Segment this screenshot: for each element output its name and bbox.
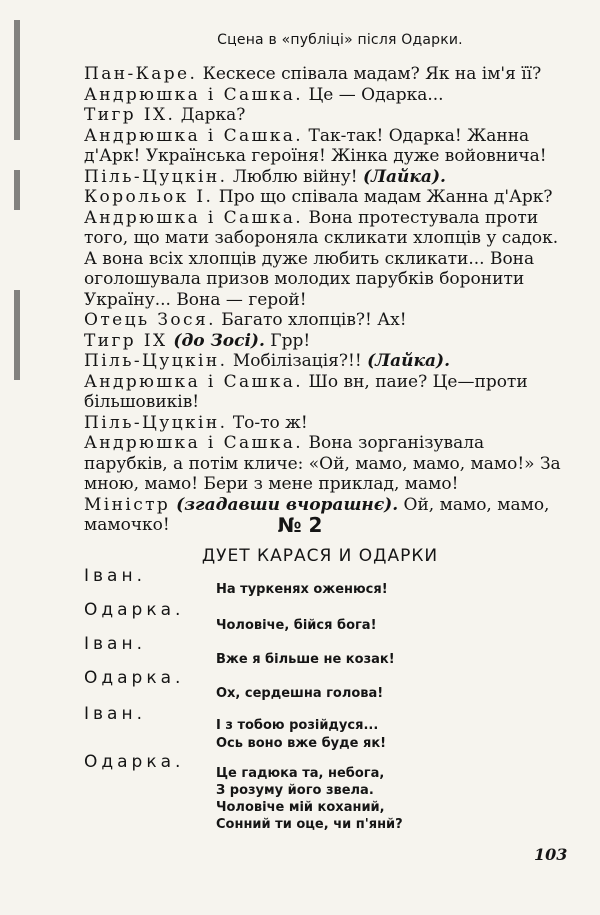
scan-artifact [14,290,20,380]
stage-direction: (Лайка). [362,166,446,187]
speaker-name: Андрюшка і Сашка. [84,371,304,392]
dialogue-line [84,187,562,208]
dialogue-line [84,351,562,372]
running-head: Сцена в «публіці» після Одарки. [217,32,463,48]
section-number: № 2 [277,513,323,537]
speaker-name: Пан-Каре. [84,64,198,84]
speech-text: То-то ж! [227,412,308,433]
speaker-name: Міністр [84,494,171,515]
speaker-name: Піль-Цуцкін. [84,351,228,371]
speaker-name: Піль-Цуцкін. [84,166,228,187]
speech-text: Багато хлопців?! Ах! [215,310,407,330]
speaker-name: Андрюшка і Сашка. [84,433,304,453]
stage-direction: (Лайка). [367,351,450,371]
duet-speaker: Іван. [84,634,146,654]
speaker-name: Тигр IX [84,330,168,351]
speaker-name: Отець Зося. [84,310,216,330]
speech-text: Люблю війну! [227,166,363,187]
duet-verse-line: З розуму його звела. [216,783,374,798]
duet-verse-line: Чоловіче мій коханий, [216,800,385,815]
duet-verse-line: На туркенях оженюся! [216,582,388,597]
speech-text: Вона зорганізувала парубків, а потім кличе: «Ой, мамо, мамо, мамо!» За мною, мамо! Бери з мене приклад, мамо! [84,433,561,494]
dialogue-line [84,167,562,188]
duet-verse-line: Це гадюка та, небога, [216,766,385,781]
dialogue-block [84,64,562,536]
duet-speaker: Іван. [84,704,146,724]
speaker-name: Андрюшка і Сашка. [84,125,304,146]
duet-verse-line: Ось воно вже буде як! [216,736,387,751]
duet-speaker: Іван. [84,566,146,586]
duet-speaker: Одарка. [84,668,185,688]
speech-text: Вона протестувала проти того, що мати забороняла скликати хлопців у садок. А вона всіх хлопців дуже любить скликати... Вона оголошувала призов молодих парубків боронити Україну... Вона — герой! [84,207,559,310]
stage-direction: (до Зосі). [167,330,265,351]
speaker-name: Андрюшка і Сашка. [84,207,304,228]
dialogue-line [84,413,562,434]
dialogue-line [84,85,562,106]
duet-speaker: Одарка. [84,600,185,620]
duet-speaker: Одарка. [84,752,185,772]
speaker-name: Корольок І. [84,187,214,207]
speech-text: Кескесе співала мадам? Як на ім'я її? [197,64,542,84]
speech-text: Грр! [264,330,311,351]
speech-text: Це — Одарка... [303,84,444,105]
speech-text: Ой, мамо, мамо, мамочко! [84,494,550,535]
speech-text: Так-так! Одарка! Жанна д'Арк! Українська героїня! Жінка дуже войовнича! [84,125,547,166]
scan-artifact [14,170,20,210]
speaker-name: Андрюшка і Сашка. [84,84,304,105]
duet-verse-line: Сонний ти оце, чи п'янй? [216,817,403,832]
dialogue-line [84,64,562,85]
duet-verse-line: Вже я більше не козак! [216,652,395,667]
song-title: ДУЕТ КАРАСЯ И ОДАРКИ [201,546,439,566]
duet-verse-line: Чоловіче, бійся бога! [216,618,377,633]
dialogue-line [84,372,562,413]
dialogue-line [84,310,562,331]
duet-verse-line: І з тобою розійдуся... [216,718,379,733]
page-number: 103 [534,845,568,864]
speech-text: Шо вн, паие? Це—проти більшовиків! [84,371,528,412]
speech-text: Мобілізація?!! [227,351,368,371]
dialogue-line [84,208,562,311]
dialogue-line [84,126,562,167]
speech-text: Про що співала мадам Жанна д'Арк? [213,187,553,207]
dialogue-line [84,331,562,352]
dialogue-line [84,105,562,126]
speaker-name: Тигр IX. [84,105,176,125]
scan-artifact [14,20,20,140]
speaker-name: Піль-Цуцкін. [84,412,228,433]
speech-text: Дарка? [175,105,246,125]
duet-verse-line: Ох, сердешна голова! [216,686,384,701]
dialogue-line [84,433,562,495]
stage-direction: (згадавши вчорашнє). [170,494,399,515]
